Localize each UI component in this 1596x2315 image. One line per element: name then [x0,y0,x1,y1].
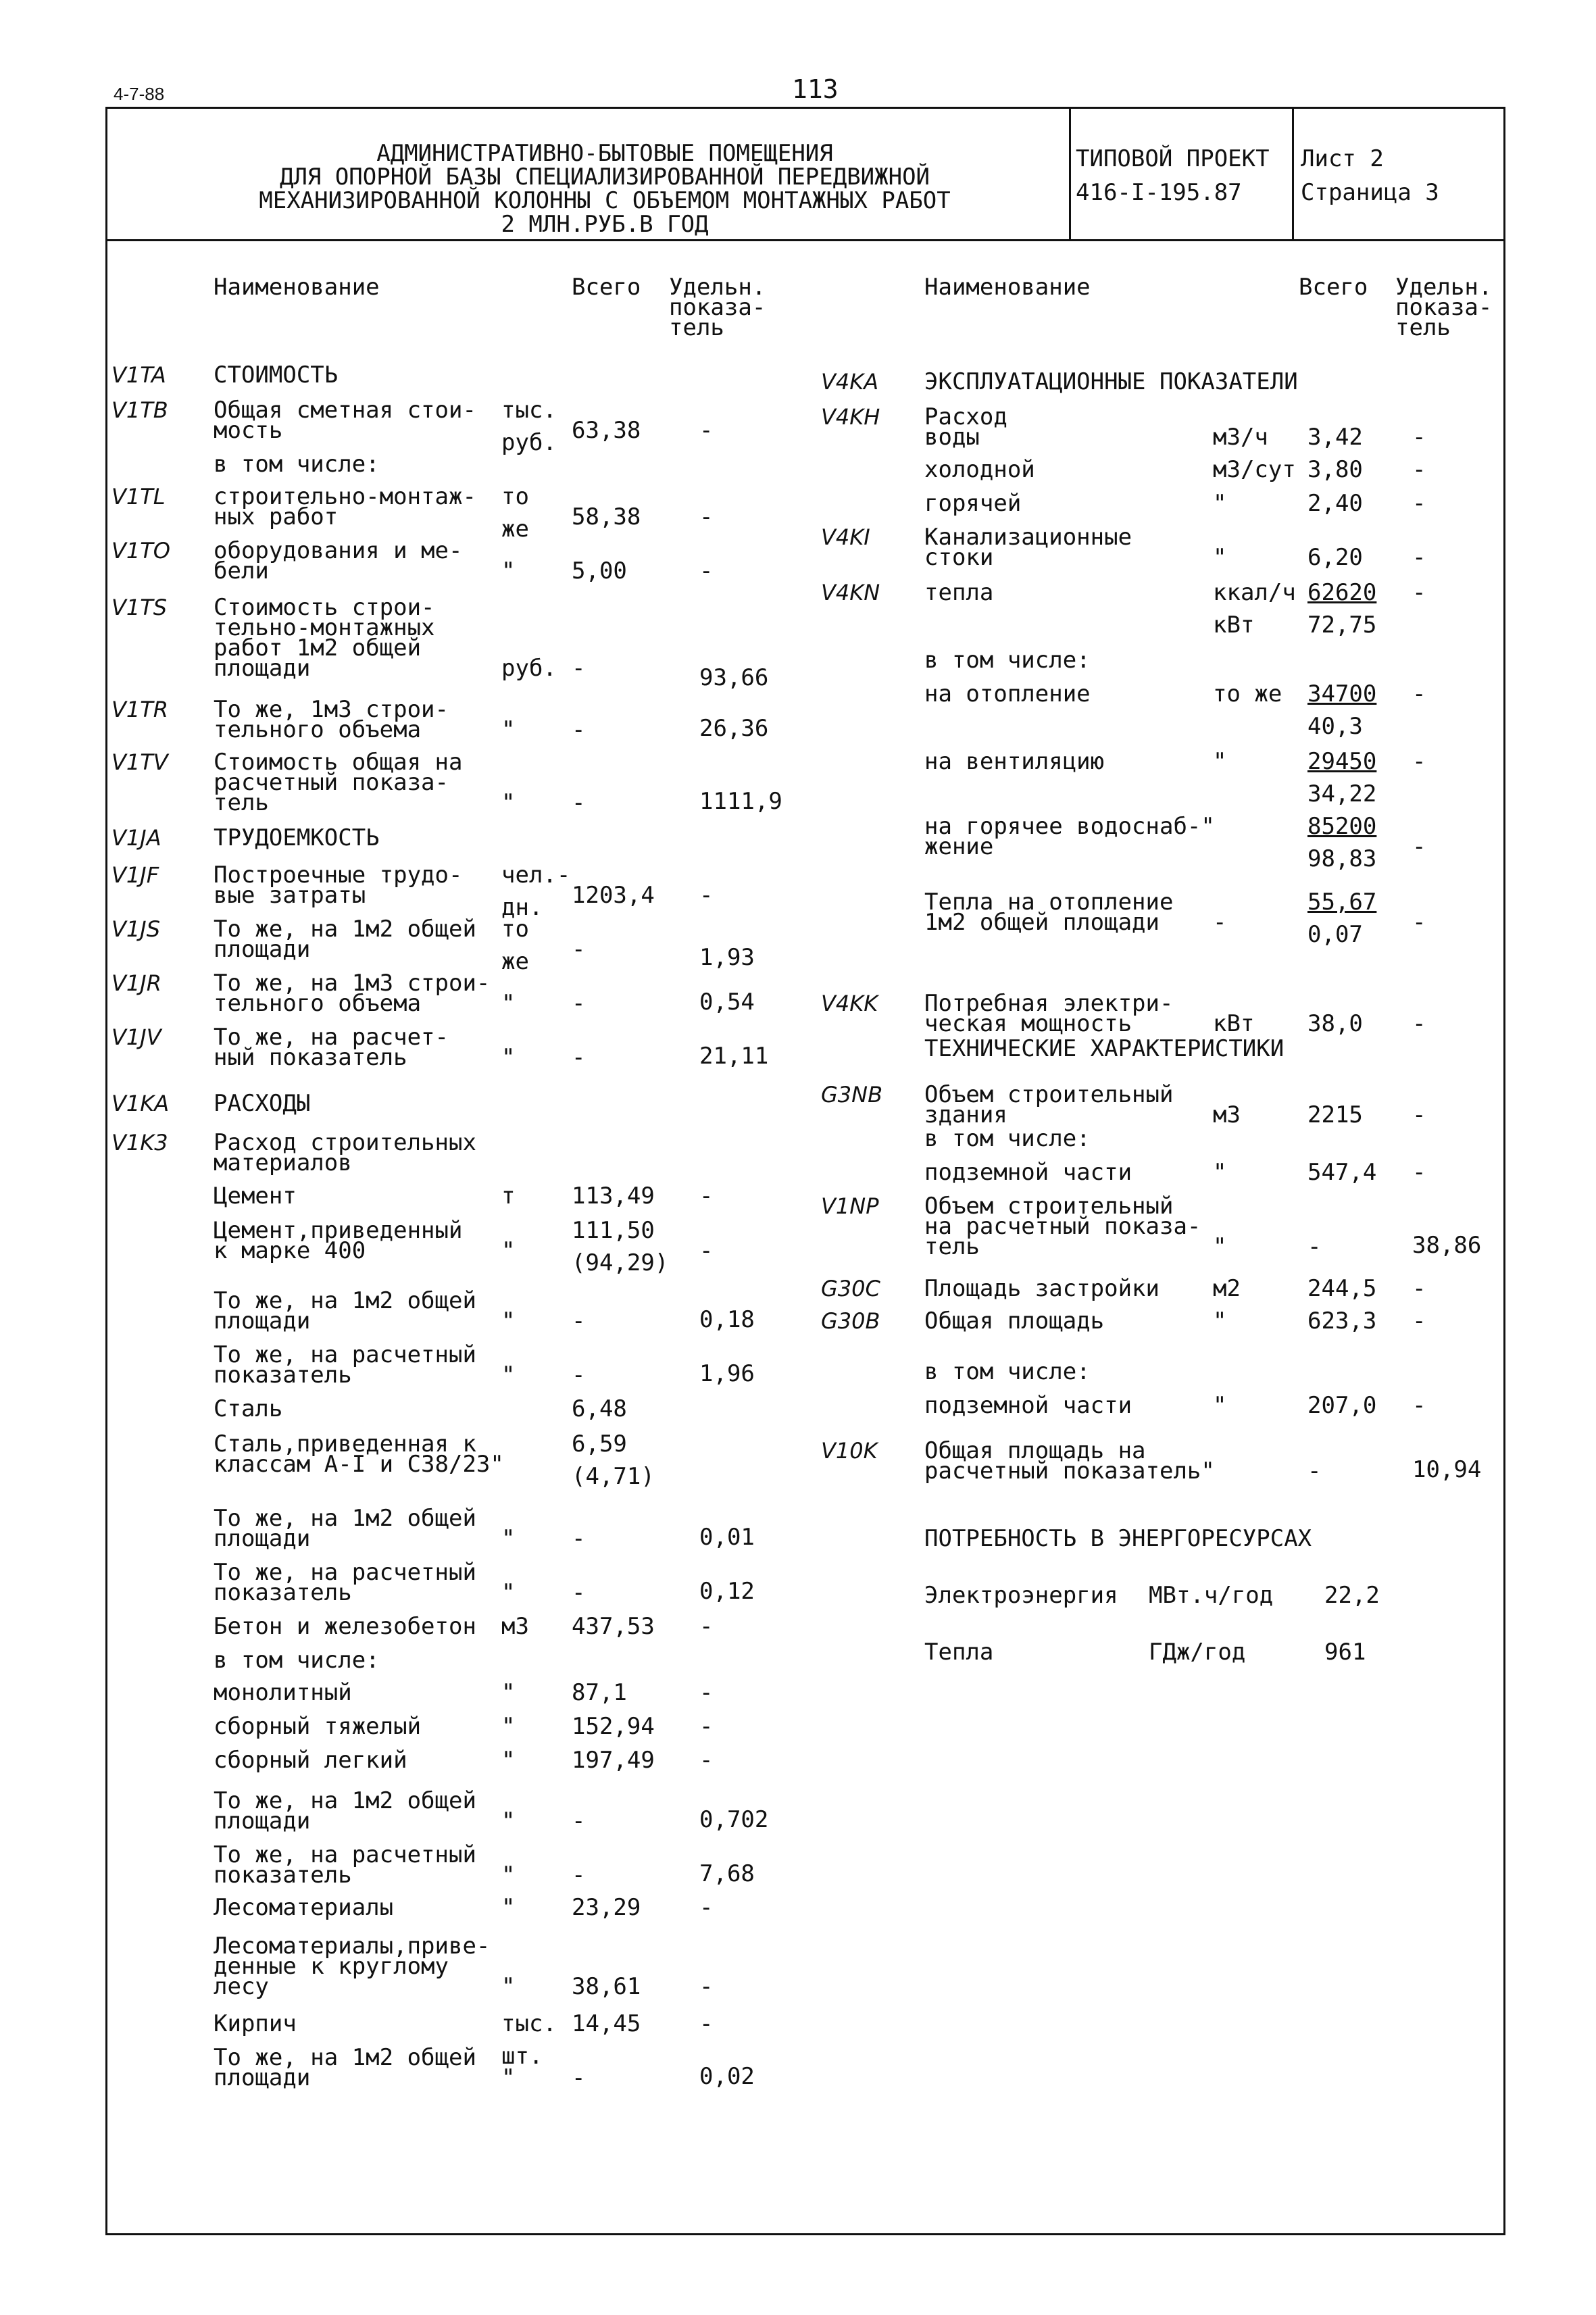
row-unit: тыс. [501,2010,557,2037]
row-specific: - [1412,1010,1426,1037]
energy-electricity-unit: МВт.ч/год [1149,1582,1274,1609]
row-unit: то же [1213,680,1282,707]
row-name: ТРУДОЕМКОСТЬ [214,824,380,851]
row-unit: " [1213,748,1227,775]
document-title [155,142,1054,237]
row-name: расчетный показа- [214,769,449,796]
row-specific: 1111,9 [699,788,782,815]
row-total: - [572,1044,586,1071]
row-total: - [1307,1233,1322,1260]
row-total: 3,80 [1307,456,1363,483]
row-specific: - [1412,424,1426,451]
row-specific: - [1412,456,1426,483]
row-name: тель [214,789,269,816]
row-unit: м3 [501,1613,529,1640]
energy-heat-value: 961 [1324,1639,1366,1666]
row-specific: - [699,503,714,530]
row-name: площади [214,2064,311,2091]
row-unit: ккал/ч [1213,579,1296,606]
row-total: 547,4 [1307,1159,1377,1186]
row-total: 34700 [1307,680,1377,707]
row-name: холодной [924,456,1035,483]
row-total: 1203,4 [572,882,655,909]
row-unit: - [1213,909,1227,936]
row-name: То же, 1м3 строи- [214,696,449,723]
row-name: Потребная электри- [924,990,1174,1017]
row-name: Канализационные [924,524,1132,551]
row-name: Цемент [214,1183,297,1210]
header-line: показа- [1395,294,1493,321]
row-code: V1TL [111,484,166,509]
header-divider [105,239,1505,241]
row-name: лесу [214,1973,269,2000]
project-divider [1292,107,1294,241]
row-name: к марке 400 [214,1237,366,1264]
row-name: показатель [214,1579,352,1606]
row-specific: - [699,1894,714,1921]
row-name: оборудования и ме- [214,537,463,564]
row-total: 0,07 [1307,921,1363,948]
row-total: 437,53 [572,1613,655,1640]
row-unit: кВт [1213,612,1255,639]
row-unit: " [1213,1308,1227,1335]
row-unit: " [1213,1392,1227,1419]
row-name: здания [924,1101,1007,1128]
row-name: Тепла на отопление [924,889,1174,916]
row-total: (94,29) [572,1249,669,1276]
row-total: 2,40 [1307,490,1363,517]
row-total: 63,38 [572,417,641,444]
row-name: тельно-монтажных [214,614,435,641]
row-unit: руб. [501,429,557,456]
row-name: То же, на 1м2 общей [214,2044,476,2071]
row-name: стоки [924,544,994,571]
row-unit: " [501,1362,516,1389]
row-name: в том числе: [924,1358,1091,1385]
row-name: жение [924,833,994,860]
row-name: материалов [214,1149,352,1176]
row-name: То же, на 1м2 общей [214,1787,476,1814]
row-specific: 0,02 [699,2063,755,2090]
row-unit: " [1213,544,1227,571]
row-name: расчетный показатель" [924,1458,1215,1485]
row-unit: " [501,789,516,816]
energy-heat-unit: ГДж/год [1149,1639,1246,1666]
row-name: Лесоматериалы [214,1894,394,1921]
row-name: площади [214,936,311,963]
row-name: работ 1м2 общей [214,634,422,662]
row-name: бели [214,557,269,584]
row-name: Общая площадь на [924,1437,1146,1464]
row-total: 62620 [1307,579,1377,606]
row-unit: " [1213,1159,1227,1186]
row-name: ЭКСПЛУАТАЦИОННЫЕ ПОКАЗАТЕЛИ [924,368,1298,395]
row-code: V4KN [821,580,880,605]
row-unit: то [501,916,529,943]
title-line: МЕХАНИЗИРОВАННОЙ КОЛОННЫ С ОБЪЕМОМ МОНТАЖНЫХ РАБОТ [259,187,951,214]
left-header-specific [669,274,766,341]
row-unit: руб. [501,655,557,682]
row-unit: " [501,1808,516,1835]
row-unit: " [501,1747,516,1774]
row-code: V4KI [821,524,870,550]
row-name: строительно-монтаж- [214,483,476,510]
row-specific: - [1412,544,1426,571]
row-code: G30C [821,1276,880,1301]
row-total: 197,49 [572,1747,655,1774]
row-specific: - [699,1679,714,1706]
row-total: - [1307,1458,1322,1485]
row-total: - [572,1862,586,1889]
row-name: в том числе: [214,1647,380,1674]
row-name: подземной части [924,1159,1132,1186]
row-specific: - [1412,1308,1426,1335]
row-name: Сталь [214,1395,283,1422]
row-name: площади [214,1525,311,1552]
row-specific: - [699,1237,714,1264]
row-total: - [572,2064,586,2091]
header-line: Удельн. [669,274,766,301]
row-code: V4KA [821,369,879,395]
row-specific: 0,54 [699,989,755,1016]
row-code: V4KH [821,404,880,430]
row-name: подземной части [924,1392,1132,1419]
row-specific: 1,93 [699,944,755,971]
row-unit: шт. [501,2043,543,2070]
row-name: То же, на расчетный [214,1841,476,1868]
row-name: тель [924,1233,980,1260]
row-total: 34,22 [1307,780,1377,807]
project-number: 416-I-195.87 [1076,179,1242,206]
row-code: V1TR [111,697,169,722]
row-name: То же, на 1м3 строи- [214,970,491,997]
row-unit: чел.- [501,862,571,889]
row-name: на отопление [924,680,1091,707]
row-code: V1JR [111,970,161,996]
project-label: ТИПОВОЙ ПРОЕКТ [1076,145,1270,172]
row-name: РАСХОДЫ [214,1090,311,1117]
row-name: мость [214,417,283,444]
row-code: V1K3 [111,1130,168,1155]
row-name: Кирпич [214,2010,297,2037]
row-name: То же, на 1м2 общей [214,916,476,943]
row-total: - [572,1308,586,1335]
row-unit: " [501,1973,516,2000]
row-specific: - [1412,833,1426,860]
row-name: Стоимость общая на [214,749,463,776]
row-specific: - [1412,1392,1426,1419]
row-total: 623,3 [1307,1308,1377,1335]
row-unit: " [501,2064,516,2091]
row-total: - [572,1579,586,1606]
row-total: - [572,1808,586,1835]
row-name: тельного объема [214,990,422,1017]
row-total: 5,00 [572,557,627,584]
project-block [1076,142,1270,209]
left-header-total: Всего [572,274,641,301]
row-total: 85200 [1307,813,1377,840]
row-unit: " [1213,1233,1227,1260]
row-total: 58,38 [572,503,641,530]
row-unit: " [1213,490,1227,517]
row-total: 152,94 [572,1713,655,1740]
row-specific: 0,18 [699,1306,755,1333]
right-header-name: Наименование [924,274,1091,301]
row-code: V1TV [111,749,168,775]
row-name: тепла [924,579,994,606]
row-code: V1JV [111,1024,161,1050]
title-line: 2 МЛН.РУБ.В ГОД [501,211,709,238]
row-total: - [572,990,586,1017]
row-total: 2215 [1307,1101,1363,1128]
row-name: тельного объема [214,716,422,743]
row-specific: - [1412,1159,1426,1186]
page-number: 113 [792,74,839,104]
row-name: Построечные трудо- [214,862,463,889]
row-name: вые затраты [214,882,366,909]
row-name: Расход [924,403,1007,430]
row-total: 6,59 [572,1430,627,1458]
row-name: Бетон и железобетон [214,1613,476,1640]
row-specific: - [1412,579,1426,606]
row-name: Общая площадь [924,1308,1105,1335]
row-unit: " [501,1525,516,1552]
row-name: Сталь,приведенная к [214,1430,476,1458]
row-specific: - [1412,748,1426,775]
row-unit: т [501,1183,516,1210]
title-line: АДМИНИСТРАТИВНО-БЫТОВЫЕ ПОМЕЩЕНИЯ [376,140,833,167]
row-name: воды [924,424,980,451]
row-specific: 0,01 [699,1524,755,1551]
row-total: 55,67 [1307,889,1377,916]
row-specific: - [1412,680,1426,707]
sheet-number: Лист 2 [1301,145,1384,172]
row-total: 6,20 [1307,544,1363,571]
row-name: Площадь застройки [924,1275,1159,1302]
row-unit: тыс. [501,397,557,424]
row-specific: - [1412,909,1426,936]
row-specific: - [1412,1275,1426,1302]
row-name: То же, на 1м2 общей [214,1505,476,1532]
row-unit: " [501,1308,516,1335]
row-code: G30B [821,1308,880,1334]
row-name: сборный легкий [214,1747,407,1774]
row-total: 113,49 [572,1183,655,1210]
row-total: 207,0 [1307,1392,1377,1419]
row-name: в том числе: [214,451,380,478]
row-specific: - [699,417,714,444]
row-total: 3,42 [1307,424,1363,451]
row-unit: же [501,948,529,975]
row-code: V4KK [821,991,878,1016]
row-unit: " [501,1862,516,1889]
row-name: на вентиляцию [924,748,1105,775]
row-unit: м3/ч [1213,424,1268,451]
row-total: 111,50 [572,1217,655,1244]
row-total: 38,61 [572,1973,641,2000]
row-name: Стоимость строи- [214,594,435,621]
row-name: СТОИМОСТЬ [214,362,339,389]
header-line: тель [1395,314,1451,341]
row-specific: 10,94 [1412,1456,1482,1483]
row-name: Объем строительный [924,1081,1174,1108]
row-unit: кВт [1213,1010,1255,1037]
title-line: ДЛЯ ОПОРНОЙ БАЗЫ СПЕЦИАЛИЗИРОВАННОЙ ПЕРЕДВИЖНОЙ [279,164,930,191]
row-specific: - [699,2010,714,2037]
row-name: показатель [214,1862,352,1889]
row-name: Объем строительный [924,1193,1174,1220]
row-total: (4,71) [572,1463,655,1490]
row-total: 72,75 [1307,612,1377,639]
right-header-specific [1395,274,1493,341]
row-total: 29450 [1307,748,1377,775]
header-line: Удельн. [1395,274,1493,301]
row-name: Цемент,приведенный [214,1217,463,1244]
row-unit: дн. [501,894,543,921]
row-unit: м2 [1213,1275,1241,1302]
page-ref: 4-7-88 [114,84,165,104]
row-unit: " [501,1579,516,1606]
row-code: V1JA [111,825,161,851]
row-specific: 38,86 [1412,1232,1482,1259]
row-unit: " [501,557,516,584]
row-name: денные к круглому [214,1953,449,1980]
row-name: То же, на расчетный [214,1559,476,1586]
row-name: площади [214,655,311,682]
row-unit: " [501,990,516,1017]
row-total: - [572,716,586,743]
row-total: 40,3 [1307,713,1363,740]
row-name: монолитный [214,1679,352,1706]
row-code: V10K [821,1438,878,1464]
row-specific: - [1412,1101,1426,1128]
row-total: 38,0 [1307,1010,1363,1037]
row-code: V1TO [111,538,170,564]
header-line: тель [669,314,724,341]
row-total: - [572,936,586,963]
row-unit: " [501,1894,516,1921]
row-name: площади [214,1808,311,1835]
row-specific: - [699,1747,714,1774]
row-total: 23,29 [572,1894,641,1921]
row-specific: - [699,557,714,584]
row-total: 98,83 [1307,845,1377,872]
row-total: - [572,655,586,682]
sheet-block [1301,142,1439,209]
row-unit: м3 [1213,1101,1241,1128]
row-code: V1TA [111,362,166,388]
row-specific: 1,96 [699,1360,755,1387]
row-unit: то [501,483,529,510]
row-specific: - [699,1713,714,1740]
row-name: ческая мощность [924,1010,1132,1037]
row-total: - [572,1362,586,1389]
row-name: То же, на расчет- [214,1024,449,1051]
row-name: 1м2 общей площади [924,909,1159,936]
row-name: То же, на 1м2 общей [214,1287,476,1314]
row-specific: 0,12 [699,1578,755,1605]
row-specific: - [699,882,714,909]
page-label: Страница 3 [1301,179,1439,206]
row-code: G3NB [821,1082,883,1107]
row-code: V1TB [111,397,168,423]
row-code: V1KA [111,1091,170,1116]
row-specific: - [699,1183,714,1210]
energy-heat-name: Тепла [924,1639,994,1666]
row-total: 6,48 [572,1395,627,1422]
row-name: классам А-I и С38/23" [214,1451,504,1478]
row-total: - [572,789,586,816]
row-unit: м3/сут [1213,456,1296,483]
row-name: То же, на расчетный [214,1341,476,1368]
left-header-name: Наименование [214,274,380,301]
row-name: ных работ [214,503,339,530]
row-name: Общая сметная стои- [214,397,476,424]
row-specific: - [699,1613,714,1640]
row-total: 14,45 [572,2010,641,2037]
energy-title: ПОТРЕБНОСТЬ В ЭНЕРГОРЕСУРСАХ [924,1525,1312,1552]
row-total: 244,5 [1307,1275,1377,1302]
row-specific: - [699,1973,714,2000]
row-name: в том числе: [924,1125,1091,1152]
row-code: V1JS [111,916,160,942]
row-unit: " [501,1237,516,1264]
energy-electricity-value: 22,2 [1324,1582,1380,1609]
row-specific: 0,702 [699,1806,769,1833]
row-name: показатель [214,1362,352,1389]
row-unit: " [501,1679,516,1706]
row-name: Лесоматериалы,приве- [214,1933,491,1960]
row-unit: " [501,716,516,743]
row-name: в том числе: [924,647,1091,674]
row-name: площади [214,1308,311,1335]
row-name: на расчетный показа- [924,1213,1201,1240]
row-total: - [572,1525,586,1552]
row-unit: же [501,516,529,543]
header-line: показа- [669,294,766,321]
right-header-total: Всего [1299,274,1368,301]
row-name: ТЕХНИЧЕСКИЕ ХАРАКТЕРИСТИКИ [924,1035,1285,1062]
row-name: сборный тяжелый [214,1713,422,1740]
row-specific: 26,36 [699,715,769,742]
row-code: V1NP [821,1193,879,1219]
title-divider [1069,107,1071,241]
row-specific: - [1412,490,1426,517]
row-code: V1JF [111,862,159,888]
row-name: на горячее водоснаб-" [924,813,1215,840]
row-specific: 7,68 [699,1860,755,1887]
row-total: 87,1 [572,1679,627,1706]
row-specific: 21,11 [699,1043,769,1070]
row-name: горячей [924,490,1022,517]
row-unit: " [501,1044,516,1071]
energy-electricity-name: Электроэнергия [924,1582,1118,1609]
row-specific: 93,66 [699,664,769,691]
row-name: ный показатель [214,1044,407,1071]
row-code: V1TS [111,595,168,620]
row-unit: " [501,1713,516,1740]
row-name: Расход строительных [214,1129,476,1156]
